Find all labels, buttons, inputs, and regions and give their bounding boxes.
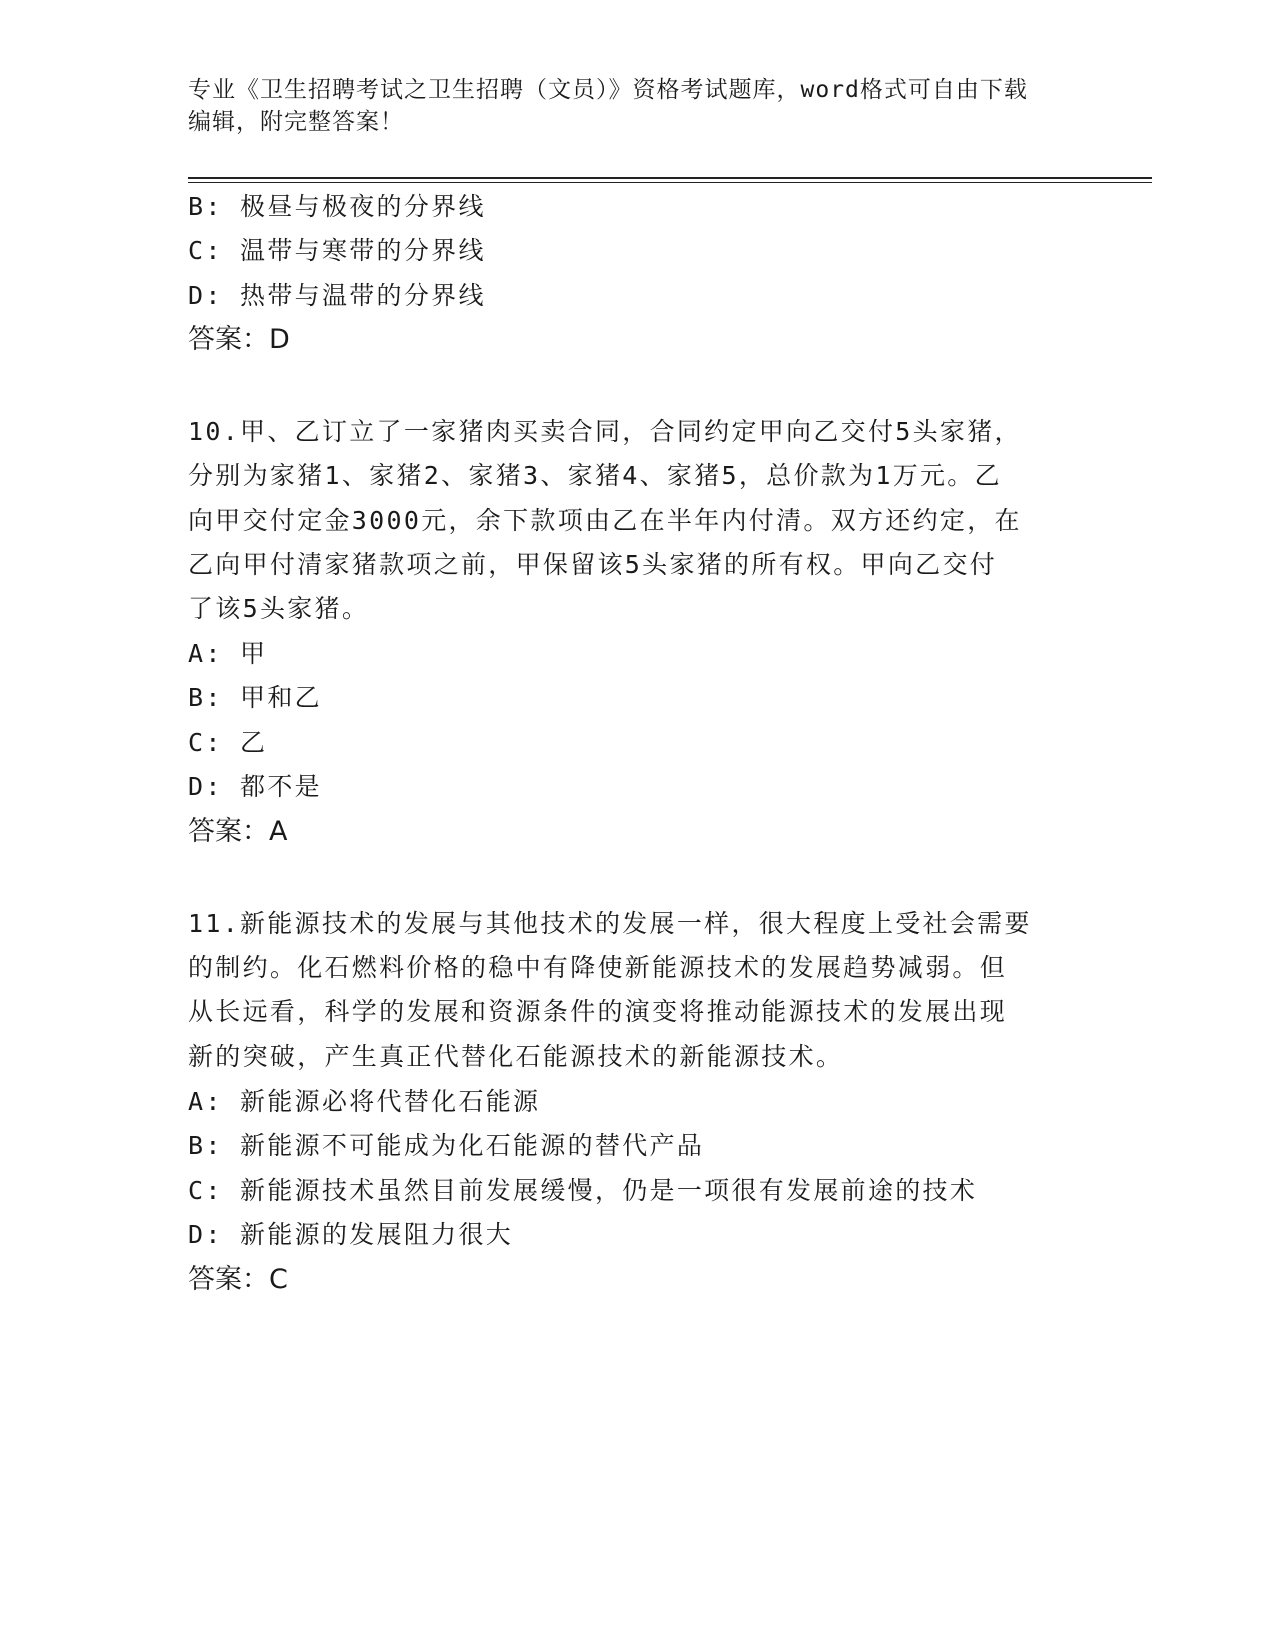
q11-option-b: B: 新能源不可能成为化石能源的替代产品 [188,1131,705,1160]
header-line-1: 专业《卫生招聘考试之卫生招聘（文员）》资格考试题库，word格式可自由下载 [188,77,1028,103]
q10-stem-line-2: 分别为家猪1、家猪2、家猪3、家猪4、家猪5，总价款为1万元。乙 [188,461,1002,490]
q10-option-a: A: 甲 [188,639,268,668]
q10-option-b: B: 甲和乙 [188,683,322,712]
q10-option-d: D: 都不是 [188,772,322,801]
q11-stem-line-1: 11.新能源技术的发展与其他技术的发展一样，很大程度上受社会需要 [188,909,1032,938]
header-divider-thin [188,182,1152,183]
q10-stem-line-3: 向甲交付定金3000元，余下款项由乙在半年内付清。双方还约定，在 [188,506,1022,535]
q11-option-c: C: 新能源技术虽然目前发展缓慢，仍是一项很有发展前途的技术 [188,1176,978,1205]
header-divider-thick [188,177,1152,179]
q9-option-d: D: 热带与温带的分界线 [188,281,486,310]
q9-option-b: B: 极昼与极夜的分界线 [188,192,486,221]
q10-stem-line-5: 了该5头家猪。 [188,594,370,623]
q11-stem-line-2: 的制约。化石燃料价格的稳中有降使新能源技术的发展趋势减弱。但 [188,953,1008,982]
q10-stem-line-1: 10.甲、乙订立了一家猪肉买卖合同，合同约定甲向乙交付5头家猪， [188,417,1022,446]
q11-answer: 答案：C [188,1264,288,1295]
q11-stem-line-3: 从长远看，科学的发展和资源条件的演变将推动能源技术的发展出现 [188,997,1008,1026]
document-header [188,74,1088,138]
q11-option-a: A: 新能源必将代替化石能源 [188,1087,541,1116]
q9-option-c: C: 温带与寒带的分界线 [188,236,486,265]
q11-stem-line-4: 新的突破，产生真正代替化石能源技术的新能源技术。 [188,1042,844,1071]
q9-answer: 答案：D [188,324,290,355]
q10-stem-line-4: 乙向甲付清家猪款项之前，甲保留该5头家猪的所有权。甲向乙交付 [188,550,998,579]
q10-answer: 答案：A [188,816,288,847]
q10-option-c: C: 乙 [188,728,268,757]
header-line-2: 编辑，附完整答案！ [188,109,404,135]
q11-option-d: D: 新能源的发展阻力很大 [188,1220,514,1249]
